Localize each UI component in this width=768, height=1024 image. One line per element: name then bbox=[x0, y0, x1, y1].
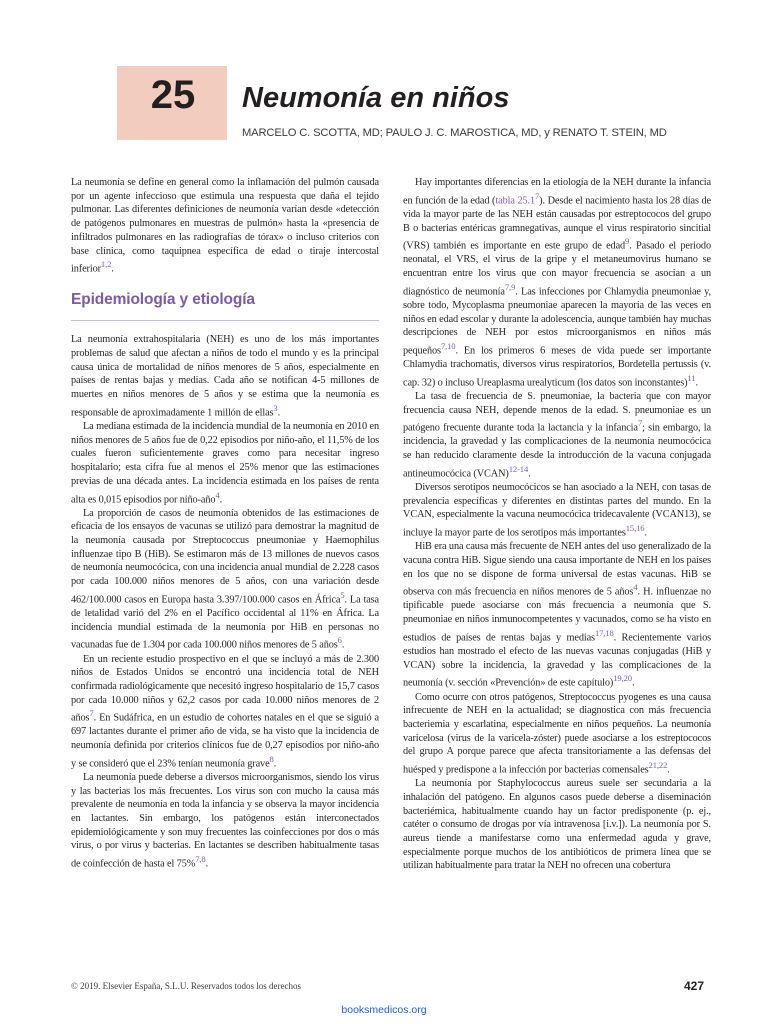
section-heading: Epidemiología y etiología bbox=[71, 276, 379, 321]
citation[interactable]: 7 bbox=[535, 190, 540, 201]
citation[interactable]: 19,20 bbox=[613, 673, 632, 684]
citation[interactable]: 15,16 bbox=[625, 523, 645, 534]
citation[interactable]: 1,2 bbox=[100, 259, 112, 270]
watermark-link[interactable]: booksmedicos.org bbox=[341, 1004, 427, 1016]
body-paragraph: HiB era una causa más frecuente de NEH antes del uso generalizado de la vacuna contra HiB. Sigue siendo una causa importante de NEH en los países en los que no se dispone de forma universal de estas vacunas. HiB se observa con más frecuencia en niños menores de 5 años$^4$. H. influenzae no tipificable puede asociarse con más frecuencia a neumonía que S. pneumoniae en niños inmunocompetentes y vacunados, como se ha visto en estudios de países de rentas bajas y medias$^{17,18}$. Recientemente varios estudios han mostrado el efecto de las nuevas vacunas conjugadas (HiB y VCAN) sobre la incidencia, la gravedad y las complicaciones de la neumonía (v. sección «Prevención» de este capítulo)$^{19,20}$. bbox=[403, 541, 711, 689]
body-paragraph: La neumonía por Staphylococcus aureus suele ser secundaria a la inhalación del patógeno. En algunos casos puede deberse a diseminación bacteriémica, habitualmente cuando hay un factor predisponente (p. ej., catéter o consumo de drogas por vía intravenosa [i.v.]). La neumonía por S. aureus tiende a manifestarse como una enfermedad aguda y grave, especialmente porque muchos de los antibióticos de primera línea que se utilizan habitualmente para tratar la NEH no ofrecen una cobertura bbox=[403, 778, 711, 872]
body-paragraph: En un reciente estudio prospectivo en el que se incluyó a más de 2.300 niños de Estados Unidos se encontró una incidencia total de NEH confirmada radiológicamente que necesitó ingreso hospitalario de 15,7 casos por cada 10.000 niños y 62,2 casos por cada 10.000 niños menores de 2 años$^7$. En Sudáfrica, en un estudio de cohortes natales en el que se siguió a 697 lactantes durante el primer año de vida, se ha visto que la incidencia de neumonía definida por criterios clínicos fue de 0,27 episodios por niño-año y se consideró que el 23% tenían neumonía grave$^8$. bbox=[71, 653, 379, 770]
body-paragraph: Como ocurre con otros patógenos, Streptococcus pyogenes es una causa infrecuente de NEH en la actualidad; se diagnostica con más frecuencia bacteriemia y escarlatina, especialmente en niños pequeños. La neumonía varicelosa (virus de la varicela-zóster) puede asociarse a los estreptococos del grupo A porque parece que afecta transitoriamente a las defensas del huésped y predispone a la infección por bacterias comensales$^{21,22}$. bbox=[403, 691, 711, 776]
citation[interactable]: 21,22 bbox=[648, 760, 668, 771]
right-column bbox=[403, 176, 711, 873]
body-paragraph: La tasa de frecuencia de S. pneumoniae, la bacteria que con mayor frecuencia causa NEH, depende menos de la edad. S. pneumoniae es un patógeno frecuente durante toda la lactancia y la infancia$^7$; sin embargo, la incidencia, la gravedad y las complicaciones de la neumonía neumocócica se han reducido claramente desde la introducción de la vacuna conjugada antineumocócica (VCAN)$^{12-14}$. bbox=[403, 390, 711, 480]
citation[interactable]: 8 bbox=[269, 753, 274, 764]
citation[interactable]: 6 bbox=[337, 635, 342, 646]
citation[interactable]: 17,18 bbox=[594, 627, 614, 638]
body-paragraph: La proporción de casos de neumonía obtenidos de las estimaciones de eficacia de los ensayos de vacunas se utilizó para demostrar la magnitud de la neumonía causada por Streptococcus pneumoniae y Haemophilus influenzae tipo B (HiB). Se estimaron más de 13 millones de nuevos casos de neumonía neumocócica, con una incidencia anual mundial de 2.228 casos por cada 100.000 niños menores de 5 años, con una variación desde 462/100.000 casos en Europa hasta 3.397/100.000 casos en África$^5$. La tasa de letalidad varió del 2% en el Pacífico occidental al 11% en África. La incidencia mundial estimada de la neumonía por HiB en personas no vacunadas fue de 1.304 por cada 100.000 niños menores de 5 años$^6$. bbox=[71, 507, 379, 651]
body-paragraph: La neumonía extrahospitalaria (NEH) es uno de los más importantes problemas de salud que afectan a niños de todo el mundo y es la principal causa única de mortalidad de niños menores de 5 años, especialmente en países de rentas bajas y medias. Cada año se notifican 4-5 millones de muertes en niños menores de 5 años y se estima que la neumonía es responsable de aproximadamente 1 millón de ellas$^3$. bbox=[71, 334, 379, 419]
citation[interactable]: 11 bbox=[687, 372, 696, 383]
citation[interactable]: 7,10 bbox=[440, 341, 456, 351]
citation[interactable]: 7,8 bbox=[195, 854, 206, 865]
chapter-title: Neumonía en niños bbox=[242, 82, 510, 114]
citation[interactable]: 7 bbox=[89, 708, 94, 719]
citation[interactable]: 7 bbox=[637, 418, 643, 429]
citation[interactable]: 3 bbox=[273, 402, 278, 413]
body-paragraph: Hay importantes diferencias en la etiología de la NEH durante la infancia en función de la edad (tabla 25.1$^7$). Desde el nacimiento hasta los 28 días de vida la mayor parte de las NEH están causadas por estreptococos del grupo B o bacterias entéricas gramnegativas, aunque el virus respiratorio sincitial (VRS) también es importante en este grupo de edad$^9$. Pasado el periodo neonatal, el VRS, el virus de la gripe y el metaneumovirus humano se encuentran entre los virus que con mayor frecuencia se asocian a un diagnóstico de neumonía$^{7,9}$. Las infecciones por Chlamydia pneumoniae y, sobre todo, Mycoplasma pneumoniae aparecen la mayoría de las veces en niños en edad escolar y durante la adolescencia, aunque también hay muchas descripciones de NEH por estos microorganismos en niños más pequeños$^{7,10}$. En los primeros 6 meses de vida puede ser importante Chlamydia trachomatis, diversos virus respiratorios, Bordetella pertussis (v. cap. 32) o incluso Ureaplasma urealyticum (los datos son inconstantes)$^{11}$. bbox=[403, 177, 712, 389]
chapter-number: 25 bbox=[150, 73, 196, 117]
chapter-authors: MARCELO C. SCOTTA, MD; PAULO J. C. MAROSTICA, MD, y RENATO T. STEIN, MD bbox=[242, 127, 667, 139]
intro-paragraph: La neumonía se define en general como la inflamación del pulmón causada por un agente infeccioso que estimula una respuesta que daña el tejido pulmonar. Las diferentes definiciones de neumonía varían desde «detección de patógenos pulmonares en muestras de pulmón» hasta la «presencia de infiltrados pulmonares en las radiografías de tórax» o incluso criterios con base clínica, como taquipnea específica de edad o tiraje intercostal inferior$^{1,2}$. bbox=[71, 177, 379, 275]
citation[interactable]: 4 bbox=[215, 489, 220, 500]
body-paragraph: La mediana estimada de la incidencia mundial de la neumonía en 2010 en niños menores de 5 años fue de 0,22 episodios por niño-año, el 11,5% de los cuales fueron suficientemente graves como para necesitar ingreso hospitalario; esta cifra fue al menos el 25% menor que las estimaciones previas de una década antes. La incidencia estimada en los países de renta alta es 0,015 episodios por niño-año$^4$. bbox=[71, 420, 379, 505]
body-paragraph: La neumonía puede deberse a diversos microorganismos, siendo los virus y las bacterias los más frecuentes. Los virus son con mucho la causa más prevalente de neumonía en toda la infancia y se observa la mayor incidencia en lactantes. Sin embargo, los patógenos están interconectados epidemiológicamente y son muy frecuentes las coinfecciones por dos o más virus, o por virus y bacterias. En lactantes se describen habitualmente tasas de coinfección de hasta el 75%$^{7,8}$. bbox=[71, 771, 379, 870]
body-paragraph: Diversos serotipos neumocócicos se han asociado a la NEH, con tasas de prevalencia específicas y diferentes en distintas partes del mundo. En la VCAN, especialmente la vacuna neumocócica tridecavalente (VCAN13), se incluye la mayor parte de los serotipos más importantes$^{15,16}$. bbox=[403, 482, 711, 539]
left-column bbox=[71, 176, 379, 871]
citation[interactable]: 5 bbox=[340, 589, 345, 600]
citation[interactable]: 12-14 bbox=[508, 463, 529, 474]
page-number: 427 bbox=[684, 979, 705, 993]
copyright-notice: © 2019. Elsevier España, S.L.U. Reservados todos los derechos bbox=[71, 981, 302, 991]
citation[interactable]: 7,9 bbox=[504, 281, 516, 292]
table-link[interactable]: tabla 25.1 bbox=[495, 195, 535, 207]
citation[interactable]: 4 bbox=[633, 582, 638, 593]
citation[interactable]: 9 bbox=[625, 236, 630, 247]
